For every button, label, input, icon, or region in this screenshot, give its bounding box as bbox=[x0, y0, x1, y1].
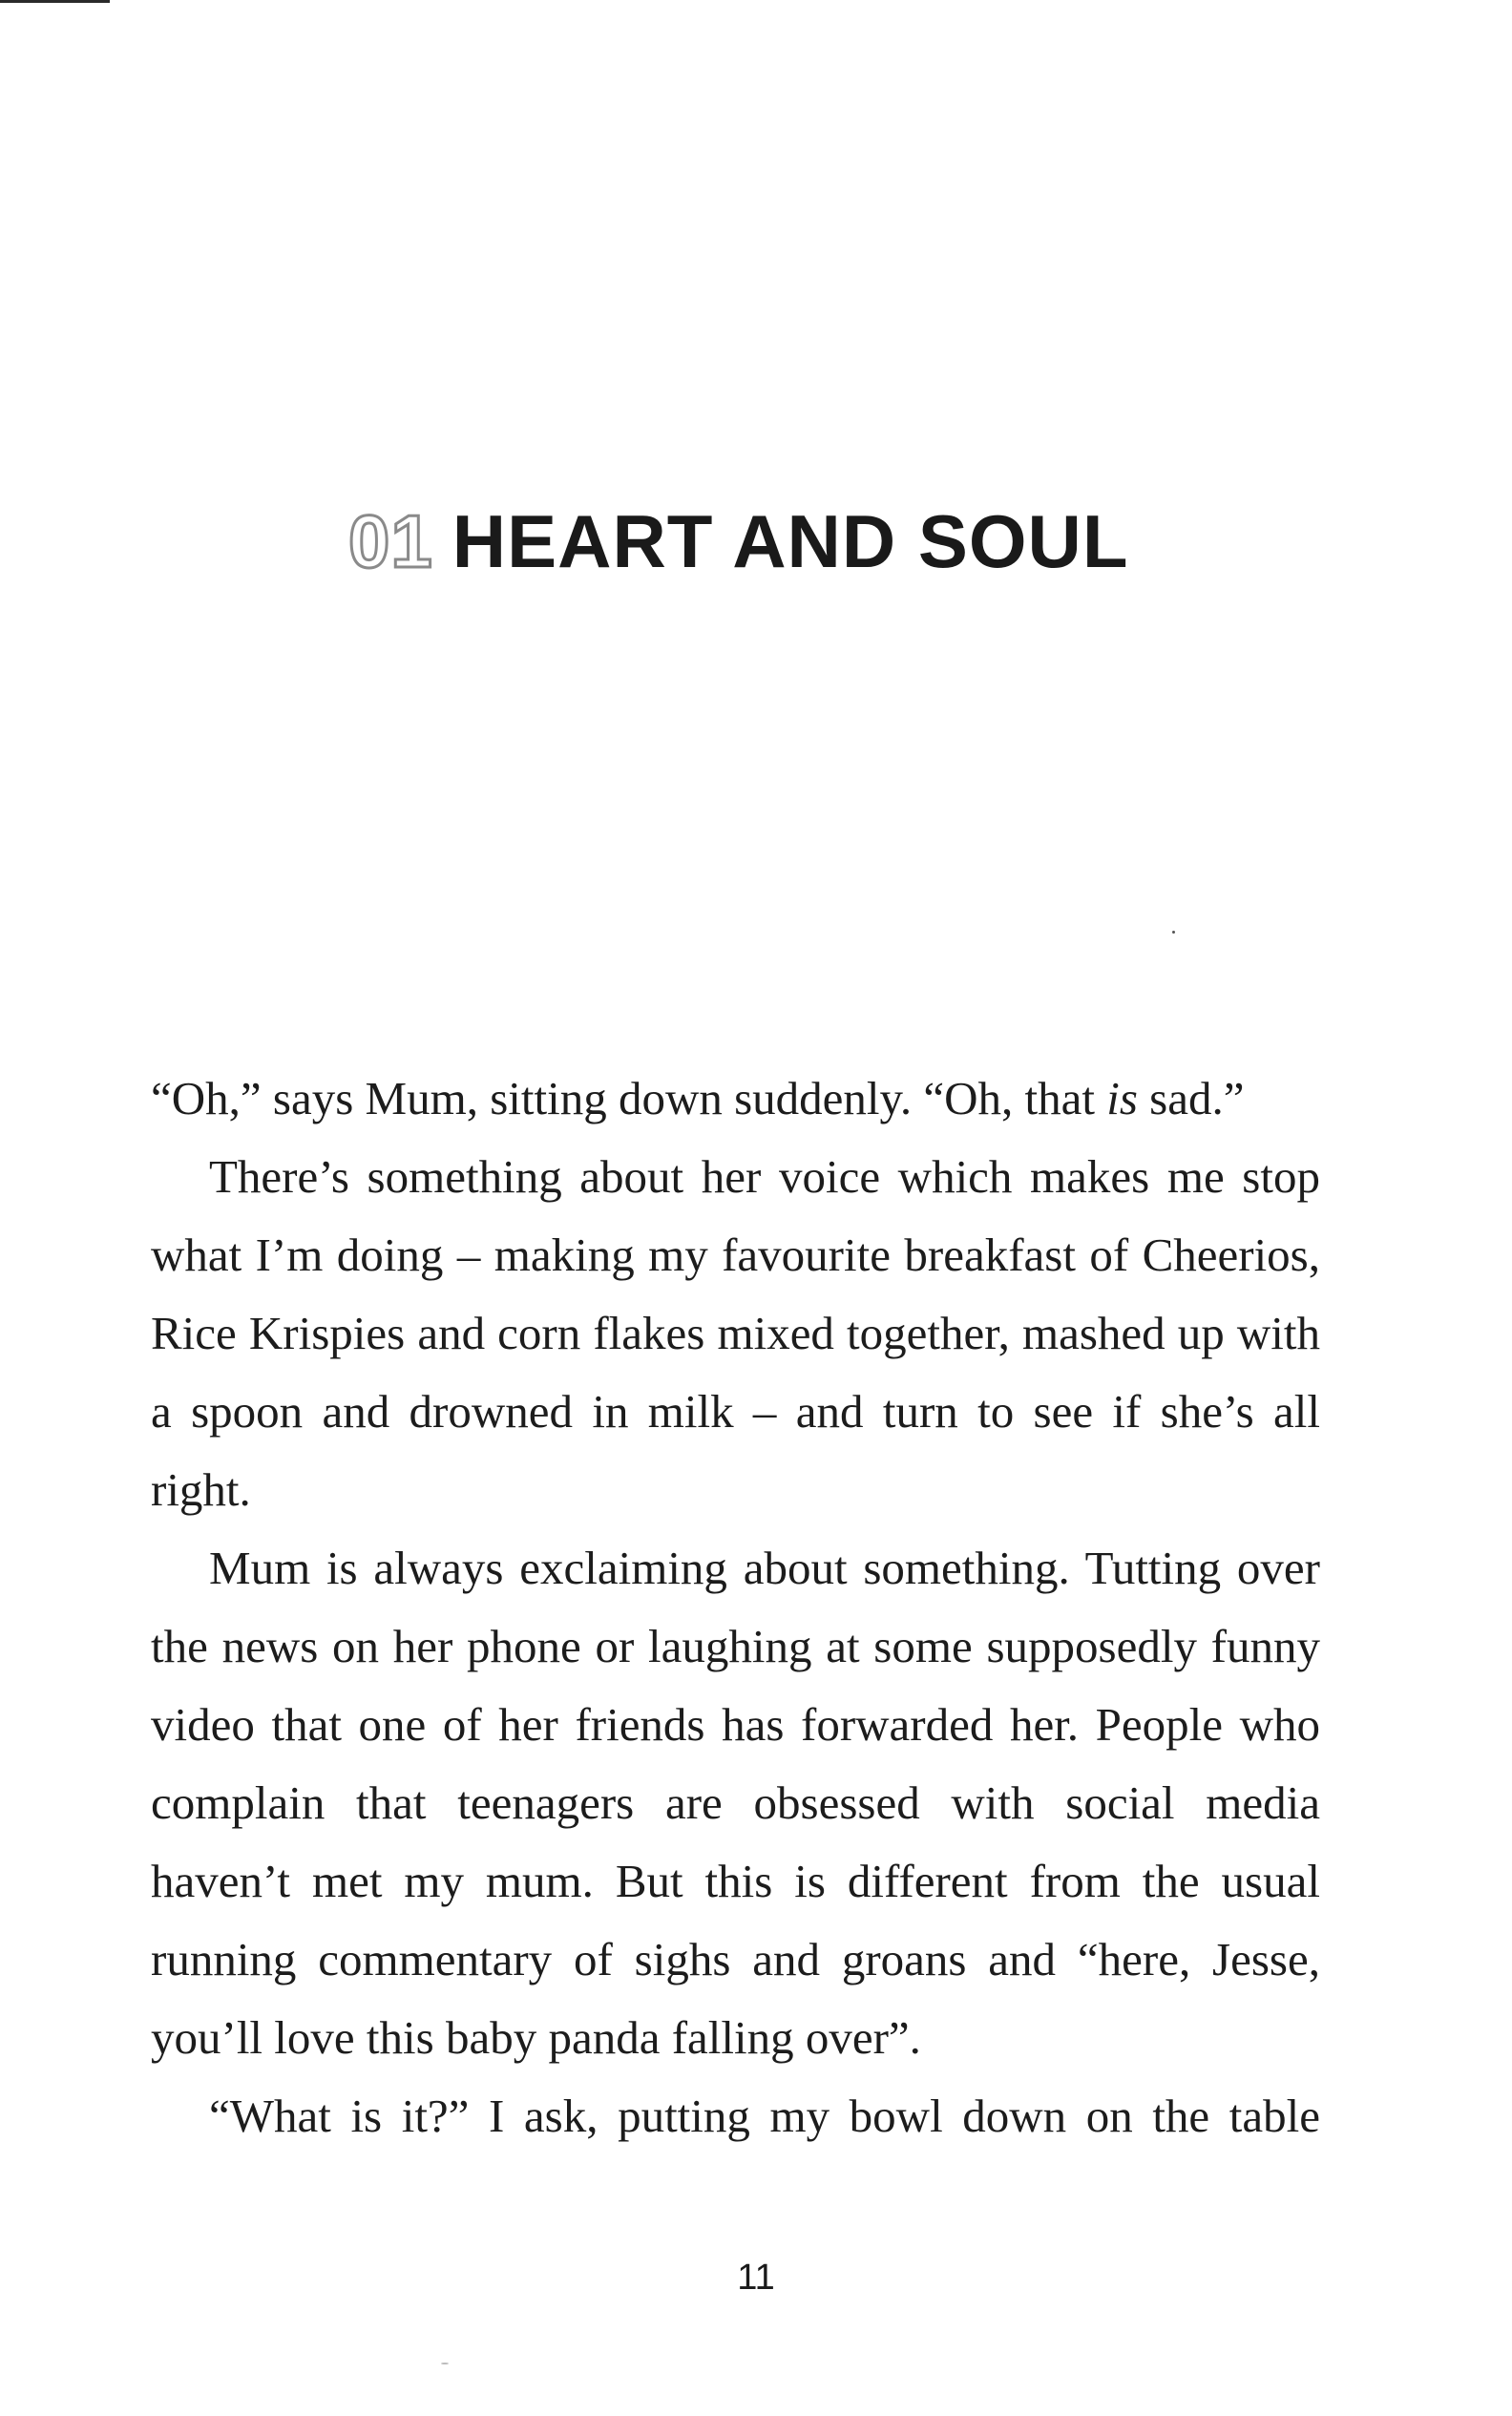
paragraph-1-text-start: “Oh,” says Mum, sitting down suddenly. “Oh, that bbox=[151, 1072, 1107, 1124]
scan-edge-mark bbox=[0, 0, 110, 3]
paragraph-3: Mum is always exclaiming about something. Tutting over the news on her phone or laughing at some supposedly funny video that one of her friends has forwarded her. People who complain that teenagers are obsessed with social media haven’t met my mum. But this is different from the usual running commentary of sighs and groans and “here, Jesse, you’ll love this baby panda falling over”. bbox=[151, 1542, 1320, 2064]
dust-speck bbox=[441, 2363, 449, 2364]
dust-speck bbox=[1172, 931, 1175, 934]
paragraph-2: There’s something about her voice which makes me stop what I’m doing – making my favourite breakfast of Cheerios, Rice Krispies and corn flakes mixed together, mashed up with a spoon and drowned in milk – and turn to see if she’s all right. bbox=[151, 1150, 1320, 1516]
paragraph-1-text-end: sad.” bbox=[1137, 1072, 1245, 1124]
chapter-heading bbox=[348, 499, 1129, 583]
chapter-title: HEART AND SOUL bbox=[452, 499, 1129, 583]
paragraph-1-emphasis: is bbox=[1106, 1072, 1138, 1124]
page-number: 11 bbox=[737, 2258, 775, 2298]
paragraph-4: “What is it?” I ask, putting my bowl down on the table bbox=[209, 2090, 1320, 2142]
paragraph-1 bbox=[151, 1060, 1320, 1138]
chapter-number: 01 bbox=[348, 499, 433, 583]
body-text bbox=[151, 1060, 1320, 2155]
